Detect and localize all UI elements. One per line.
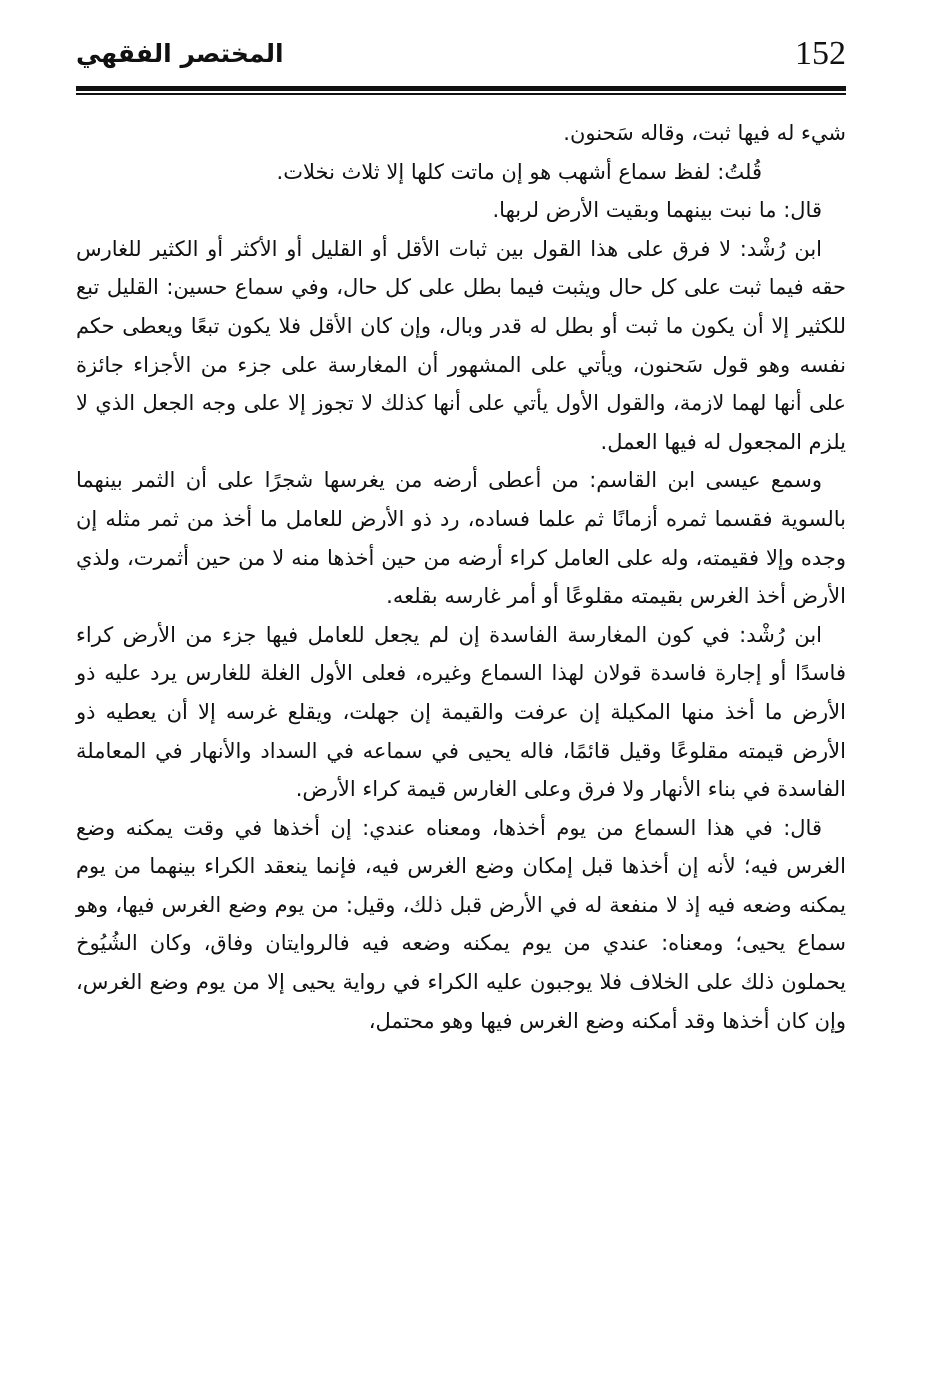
page-header: [76, 30, 846, 86]
paragraph: ابن رُشْد: في كون المغارسة الفاسدة إن لم يجعل للعامل فيها جزء من الأرض كراء فاسدًا أو إجارة فاسدة قولان لهذا السماع وغيره، فعلى الأول الغلة للغارس يرد عليه ذو الأرض ما أخذ منها المكيلة إن عرفت والقيمة إن جهلت، ويقلع غرسه إلا أن يعطيه ذو الأرض قيمته مقلوعًا وقيل قائمًا، فاله يحيى في سماعه في السداد والأنهار في المعاملة الفاسدة في بناء الأنهار ولا فرق وعلى الغارس قيمة كراء الأرض.: [76, 622, 846, 802]
paragraph: قال: في هذا السماع من يوم أخذها، ومعناه عندي: إن أخذها في وقت يمكنه وضع الغرس فيه؛ لأنه إن أخذها قبل إمكان وضع الغرس فيه، فإنما ينعقد الكراء بينهما من يوم يمكنه وضعه فيه إذ لا منفعة له في الأرض قبل ذلك، وقيل: من يوم وضع الغرس فيها، وهو سماع يحيى؛ ومعناه: عندي من يوم يمكنه وضعه فيه فالروايتان وفاق، وكان الشُيُوخ يحملون ذلك على الخلاف فلا يوجبون عليه الكراء في رواية يحيى إلا من يوم وضع الغرس، وإن كان أخذها وقد أمكنه وضع الغرس فيها وهو محتمل،: [76, 815, 846, 1033]
paragraph: وسمع عيسى ابن القاسم: من أعطى أرضه من يغرسها شجرًا على أن الثمر بينهما بالسوية فقسما ثمره أزمانًا ثم علما فساده، رد ذو الأرض للعامل ما أخذ من ثمر مثله إن وجده وإلا فقيمته، وله على العامل كراء أرضه من حين أخذها منه لا من حين أثمرت، ولذي الأرض أخذ الغرس بقيمته مقلوعًا أو أمر غارسه بقلعه.: [76, 468, 846, 609]
paragraph: قال: ما نبت بينهما وبقيت الأرض لربها.: [492, 198, 822, 223]
header-rule-thin: [76, 93, 846, 95]
header-rule-thick: [76, 86, 846, 91]
paragraph: ابن رُشْد: لا فرق على هذا القول بين ثبات الأقل أو القليل أو الأكثر أو الكثير للغارس حقه فيما ثبت على كل حال ويثبت فيما بطل على كل حال، وفي سماع حسين: القليل تبع للكثير إلا أن يكون ما ثبت أو بطل له قدر وبال، وإن كان الأقل فلا يكون تبعًا ويعطى حكم نفسه وهو قول سَحنون، ويأتي على المشهور أن المغارسة على جزء من الأجزاء جائزة على أنها لهما لازمة، والقول الأول يأتي على أنها كذلك لا تجوز إلا على وجه الجعل الذي لا يلزم المجعول له فيها العمل.: [76, 236, 846, 454]
paragraph: قُلتُ: لفظ سماع أشهب هو إن ماتت كلها إلا ثلاث نخلات.: [276, 159, 762, 184]
paragraph: شيء له فيها ثبت، وقاله سَحنون.: [563, 121, 846, 145]
body-text: [76, 114, 846, 1040]
page-number: 152: [795, 35, 846, 72]
running-title: المختصر الفقهي: [76, 39, 284, 68]
